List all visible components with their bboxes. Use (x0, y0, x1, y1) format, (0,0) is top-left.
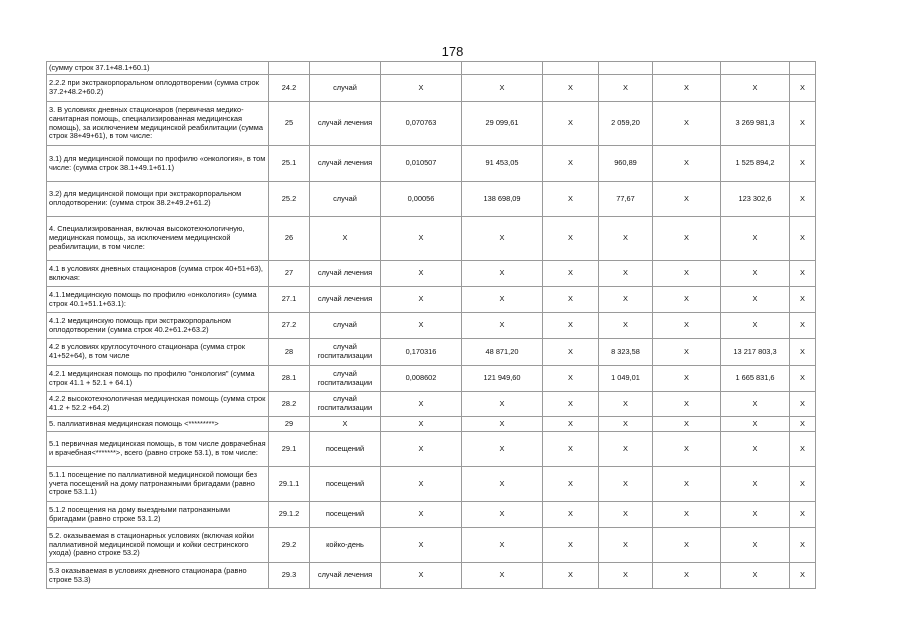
cell-col-8: Х (653, 313, 721, 339)
cell-col-8: Х (653, 102, 721, 146)
cell-col-8: Х (653, 502, 721, 528)
cell-col-8: Х (653, 563, 721, 589)
cell-col-5: 91 453,05 (462, 146, 543, 182)
row-code: 29 (269, 417, 310, 432)
cell-col-10: Х (790, 287, 816, 313)
cell-col-6: Х (543, 313, 599, 339)
row-code: 27.1 (269, 287, 310, 313)
unit-of-measure: Х (310, 217, 381, 261)
cell-col-8: Х (653, 339, 721, 366)
row-description: 5. паллиативная медицинская помощь <*********> (47, 417, 269, 432)
unit-of-measure: случай госпитализации (310, 339, 381, 366)
table-row (47, 217, 816, 261)
cell-col-9: Х (721, 467, 790, 502)
cell-col-10: Х (790, 392, 816, 417)
cell-col-4: Х (381, 287, 462, 313)
cell-col-4: Х (381, 502, 462, 528)
cell-col-5: Х (462, 528, 543, 563)
cell-col-6: Х (543, 182, 599, 217)
row-description: 4. Специализированная, включая высокотехнологичную, медицинская помощь, за исключением медицинской реабилитации, в том числе: (47, 217, 269, 261)
cell-col-10: Х (790, 528, 816, 563)
cell-col-7: Х (599, 313, 653, 339)
row-code: 28.2 (269, 392, 310, 417)
cell-col-6 (543, 62, 599, 75)
cell-col-7: Х (599, 287, 653, 313)
row-code (269, 62, 310, 75)
table-row (47, 339, 816, 366)
cell-col-6: Х (543, 102, 599, 146)
unit-of-measure: случай лечения (310, 146, 381, 182)
unit-of-measure: случай (310, 313, 381, 339)
table-row (47, 417, 816, 432)
table-row (47, 467, 816, 502)
cell-col-4 (381, 62, 462, 75)
row-description: 4.2.2 высокотехнологичная медицинская помощь (сумма строк 41.2 + 52.2 +64.2) (47, 392, 269, 417)
unit-of-measure: посещений (310, 467, 381, 502)
cell-col-4: 0,008602 (381, 366, 462, 392)
cell-col-4: Х (381, 217, 462, 261)
cell-col-7: 2 059,20 (599, 102, 653, 146)
cell-col-7: 1 049,01 (599, 366, 653, 392)
cell-col-9: Х (721, 528, 790, 563)
cell-col-7: Х (599, 502, 653, 528)
row-code: 25 (269, 102, 310, 146)
cell-col-10: Х (790, 417, 816, 432)
row-code: 25.1 (269, 146, 310, 182)
table-row (47, 563, 816, 589)
unit-of-measure: случай лечения (310, 563, 381, 589)
row-code: 27.2 (269, 313, 310, 339)
unit-of-measure: случай госпитализации (310, 366, 381, 392)
cell-col-8: Х (653, 432, 721, 467)
unit-of-measure: посещений (310, 432, 381, 467)
cell-col-6: Х (543, 563, 599, 589)
cell-col-9: Х (721, 563, 790, 589)
cell-col-6: Х (543, 261, 599, 287)
row-code: 29.2 (269, 528, 310, 563)
cell-col-8: Х (653, 287, 721, 313)
cell-col-7: 960,89 (599, 146, 653, 182)
cell-col-5: 29 099,61 (462, 102, 543, 146)
unit-of-measure: случай (310, 75, 381, 102)
row-code: 28 (269, 339, 310, 366)
row-description: 5.1.1 посещение по паллиативной медицинской помощи без учета посещений на дому патронажными бригадами (равно строке 53.1.1) (47, 467, 269, 502)
cell-col-8: Х (653, 146, 721, 182)
cell-col-10: Х (790, 432, 816, 467)
cell-col-9: Х (721, 392, 790, 417)
table-row (47, 102, 816, 146)
row-code: 29.1.1 (269, 467, 310, 502)
cell-col-9: Х (721, 313, 790, 339)
cell-col-9: 123 302,6 (721, 182, 790, 217)
cell-col-5: Х (462, 417, 543, 432)
cell-col-10: Х (790, 182, 816, 217)
cell-col-4: Х (381, 417, 462, 432)
cell-col-10: Х (790, 563, 816, 589)
cell-col-10 (790, 62, 816, 75)
row-description: 3.2) для медицинской помощи при экстракорпоральном оплодотворении: (сумма строк 38.2+49.2+61.2) (47, 182, 269, 217)
cell-col-10: Х (790, 261, 816, 287)
cell-col-7: Х (599, 392, 653, 417)
row-description: 4.1.2 медицинскую помощь при экстракорпоральном оплодотворении (сумма строк 40.2+61.2+63.2) (47, 313, 269, 339)
cell-col-10: Х (790, 502, 816, 528)
cell-col-8: Х (653, 467, 721, 502)
cell-col-9 (721, 62, 790, 75)
row-code: 24.2 (269, 75, 310, 102)
unit-of-measure: случай лечения (310, 261, 381, 287)
unit-of-measure: Х (310, 417, 381, 432)
cell-col-5: Х (462, 261, 543, 287)
table-row (47, 287, 816, 313)
cell-col-6: Х (543, 366, 599, 392)
cell-col-5: Х (462, 287, 543, 313)
cell-col-4: 0,00056 (381, 182, 462, 217)
table-row (47, 313, 816, 339)
page-number: 178 (441, 44, 464, 59)
cell-col-7: Х (599, 417, 653, 432)
cell-col-10: Х (790, 313, 816, 339)
cell-col-6: Х (543, 502, 599, 528)
cell-col-9: Х (721, 75, 790, 102)
table-row (47, 432, 816, 467)
cell-col-5: 121 949,60 (462, 366, 543, 392)
cell-col-8: Х (653, 528, 721, 563)
row-code: 27 (269, 261, 310, 287)
cell-col-9: 1 665 831,6 (721, 366, 790, 392)
row-description: 3.1) для медицинской помощи по профилю «онкология», в том числе: (сумма строк 38.1+49.1+61.1) (47, 146, 269, 182)
cell-col-10: Х (790, 217, 816, 261)
cell-col-5: Х (462, 563, 543, 589)
table-row (47, 392, 816, 417)
table-row (47, 182, 816, 217)
table-row (47, 146, 816, 182)
row-description: 5.3 оказываемая в условиях дневного стационара (равно строке 53.3) (47, 563, 269, 589)
row-code: 28.1 (269, 366, 310, 392)
unit-of-measure: койко-день (310, 528, 381, 563)
cell-col-5: Х (462, 502, 543, 528)
row-description: 3. В условиях дневных стационаров (первичная медико-санитарная помощь, специализированная медицинская помощь), за исключением медицинской реабилитации (сумма строк 38+49+61), в том числе: (47, 102, 269, 146)
cell-col-7: Х (599, 432, 653, 467)
cell-col-8: Х (653, 417, 721, 432)
cell-col-6: Х (543, 392, 599, 417)
cell-col-8: Х (653, 366, 721, 392)
cell-col-6: Х (543, 75, 599, 102)
cell-col-5: Х (462, 217, 543, 261)
cell-col-6: Х (543, 146, 599, 182)
cell-col-9: Х (721, 417, 790, 432)
cell-col-7: Х (599, 261, 653, 287)
cell-col-7 (599, 62, 653, 75)
cell-col-7: 8 323,58 (599, 339, 653, 366)
row-description: 5.1 первичная медицинская помощь, в том числе доврачебная и врачебная<*******>, всего (равно строке 53.1), в том числе: (47, 432, 269, 467)
cell-col-7: Х (599, 467, 653, 502)
cell-col-7: Х (599, 528, 653, 563)
cell-col-6: Х (543, 528, 599, 563)
row-description: 4.1 в условиях дневных стационаров (сумма строк 40+51+63), включая: (47, 261, 269, 287)
row-code: 29.1 (269, 432, 310, 467)
cell-col-9: Х (721, 261, 790, 287)
cell-col-5: Х (462, 75, 543, 102)
unit-of-measure: случай лечения (310, 287, 381, 313)
cell-col-8: Х (653, 261, 721, 287)
table-row (47, 62, 816, 75)
row-description: 2.2.2 при экстракорпоральном оплодотворении (сумма строк 37.2+48.2+60.2) (47, 75, 269, 102)
unit-of-measure: случай лечения (310, 102, 381, 146)
table-row (47, 502, 816, 528)
cell-col-5: Х (462, 467, 543, 502)
row-code: 29.3 (269, 563, 310, 589)
cell-col-10: Х (790, 366, 816, 392)
cell-col-6: Х (543, 287, 599, 313)
row-code: 26 (269, 217, 310, 261)
cell-col-9: 1 525 894,2 (721, 146, 790, 182)
cell-col-5: 48 871,20 (462, 339, 543, 366)
cell-col-6: Х (543, 339, 599, 366)
cell-col-9: Х (721, 502, 790, 528)
cell-col-4: Х (381, 563, 462, 589)
cell-col-4: Х (381, 432, 462, 467)
row-description: 5.1.2 посещения на дому выездными патронажными бригадами (равно строке 53.1.2) (47, 502, 269, 528)
cell-col-6: Х (543, 467, 599, 502)
cell-col-4: Х (381, 75, 462, 102)
unit-of-measure: посещений (310, 502, 381, 528)
row-description: 4.2 в условиях круглосуточного стационара (сумма строк 41+52+64), в том числе (47, 339, 269, 366)
cell-col-9: 13 217 803,3 (721, 339, 790, 366)
cell-col-10: Х (790, 102, 816, 146)
table-row (47, 366, 816, 392)
cell-col-8: Х (653, 182, 721, 217)
cell-col-4: Х (381, 392, 462, 417)
unit-of-measure: случай (310, 182, 381, 217)
cell-col-7: Х (599, 75, 653, 102)
cell-col-4: Х (381, 261, 462, 287)
unit-of-measure: случай госпитализации (310, 392, 381, 417)
data-table (46, 61, 816, 589)
cell-col-5: Х (462, 392, 543, 417)
cell-col-10: Х (790, 146, 816, 182)
cell-col-5: 138 698,09 (462, 182, 543, 217)
row-code: 25.2 (269, 182, 310, 217)
cell-col-4: Х (381, 467, 462, 502)
cell-col-4: 0,010507 (381, 146, 462, 182)
row-description: 4.1.1медицинскую помощь по профилю «онкология» (сумма строк 40.1+51.1+63.1): (47, 287, 269, 313)
row-code: 29.1.2 (269, 502, 310, 528)
cell-col-6: Х (543, 417, 599, 432)
cell-col-7: 77,67 (599, 182, 653, 217)
cell-col-9: Х (721, 432, 790, 467)
cell-col-7: Х (599, 217, 653, 261)
table-row (47, 528, 816, 563)
cell-col-10: Х (790, 339, 816, 366)
cell-col-10: Х (790, 467, 816, 502)
row-description: 4.2.1 медицинская помощь по профилю "онкология" (сумма строк 41.1 + 52.1 + 64.1) (47, 366, 269, 392)
cell-col-6: Х (543, 217, 599, 261)
cell-col-9: Х (721, 217, 790, 261)
cell-col-5: Х (462, 313, 543, 339)
cell-col-9: 3 269 981,3 (721, 102, 790, 146)
cell-col-8: Х (653, 217, 721, 261)
cell-col-5: Х (462, 432, 543, 467)
cell-col-4: Х (381, 313, 462, 339)
row-description: 5.2. оказываемая в стационарных условиях (включая койки паллиативной медицинской помощи и койки сестринского ухода) (равно строке 53.2) (47, 528, 269, 563)
cell-col-5 (462, 62, 543, 75)
unit-of-measure (310, 62, 381, 75)
cell-col-10: Х (790, 75, 816, 102)
cell-col-6: Х (543, 432, 599, 467)
cell-col-4: 0,170316 (381, 339, 462, 366)
cell-col-8: Х (653, 75, 721, 102)
cell-col-8: Х (653, 392, 721, 417)
table-row (47, 261, 816, 287)
cell-col-7: Х (599, 563, 653, 589)
cell-col-9: Х (721, 287, 790, 313)
cell-col-8 (653, 62, 721, 75)
cell-col-4: Х (381, 528, 462, 563)
row-description: (сумму строк 37.1+48.1+60.1) (47, 62, 269, 75)
table-row (47, 75, 816, 102)
cell-col-4: 0,070763 (381, 102, 462, 146)
